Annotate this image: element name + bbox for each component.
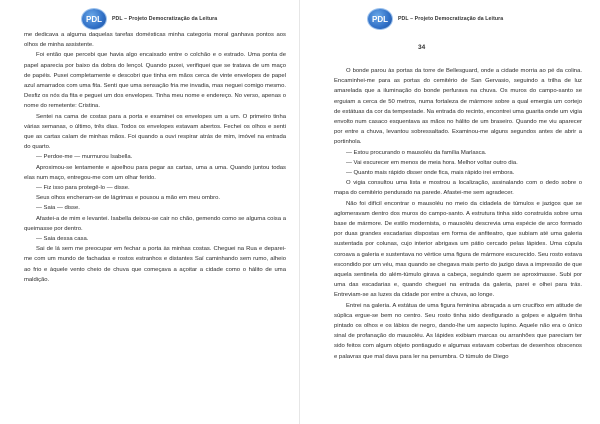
dialogue-line: — Perdoe-me — murmurou Isabella. [36,154,133,161]
dialogue-line: — Fiz isso para protegê-lo — disse. [36,185,130,192]
paragraph: O vigia consultou uma lista e mostrou a localização, assinalando com o dedo sobre o mapa do cemitério pendurado na parede. Afastei-me sem agradecer. [334,180,582,197]
header-title: PDL – Projeto Democratização da Leitura [112,16,218,22]
right-page [300,0,600,424]
paragraph: Afastei-a de mim e levantei. Isabella deixou-se cair no chão, gemendo como se alguma coisa a queimasse por dentro. [24,215,286,232]
paragraph: Seus olhos encheram-se de lágrimas e pousou a mão em meu ombro. [36,195,221,202]
paragraph: Sentei na cama de costas para a porta e examinei os envelopes um a um. O primeiro tinha várias semanas, o último, três dias. Todos os envelopes estavam abertos. Fechei os olhos e senti que as cartas caíam de minhas mãos. Foi quando a ouvi respirar atrás de mim, imóvel na entrada do quarto. [24,113,286,151]
paragraph: me dedicava a alguma daquelas tarefas domésticas minha categoria moral ganhava pontos aos olhos de minha assistente. [24,32,286,49]
paragraph: Sai de lá sem me preocupar em fechar a porta às minhas costas. Cheguei na Rua e deparei-me com um mundo de fachadas e rostos estranhos e distantes Saí caminhando sem rumo, alheio ao frio e àquele vento cheio de chuva que começava a açoitar a cidade como o hálito de uma maldição. [24,246,286,283]
pdl-logo: PDL [368,9,392,29]
pdl-logo: PDL [82,9,106,29]
paragraph: Entrei na galeria. A estátua de uma figura feminina abraçada a um crucifixo em atitude de súplica ergue-se bem no centro. Seu rosto tinha sido desfigurado a golpes e alguém tinha pintado os olhos e os lábios de negro, dando-lhe um aspecto lupino. Aquele não era o único sinal de profanação do mausoléu. As lápides exibiam marcas ou arranhões que pareciam ter sido feitos com algum objeto pontiagudo e algumas estavam cobertas de desenhos obscenos e palavras que mal dava para ler na penumbra. O túmulo de Diego [334,302,582,360]
page-header [82,8,217,30]
paragraph: Não foi difícil encontrar o mausoléu no meio da cidadela de túmulos e jazigos que se aglomeravam dentro dos muros do campo-santo. A estrutura tinha sido construída sobre uma base de mármore. De estilo modernista, o mausoléu descrevia uma espécie de arco formado por duas grandes escadarias dispostas em forma de anfiteatro, que subiam até uma galeria sustentada por colunas, cujo interior abrigava um pátio cercado pelas lápides. Uma cúpula coroava a galeria e sustentava no vértice uma figura de mármore escurecido. Seu rosto estava escondido por um véu, mas quando se chegava mais perto do jazigo dava a impressão de que aquela sentinela do além-túmulo girava a cabeça, seguindo quem se aproximasse. Subi por uma das escadarias e, quando cheguei na entrada da galeria, parei e olhei para trás. Entreviam-se as luzes da cidade por entre a chuva, ao longe. [334,200,582,299]
paragraph: O bonde parou às portas da torre de Bellesguard, onde a cidade morria ao pé da colina. Encaminhei-me para as portas do cemitério de San Gervasio, seguindo a trilha de luz amarelada que a iluminação do bonde perfurava na chuva. Os muros do campo-santo se erguiam a cerca de 50 metros, numa fortaleza de mármore sobre a qual emergia um cortejo de estátuas da cor da tempestade. Na entrada do recinto, encontrei uma guarita onde um vigia envolto num casaco esquentava as mãos no hálito de um braseiro. Quando me viu aparecer por entre a chuva, levantou sobressaltado. Examinou-me alguns segundos antes de abrir a portinhola. [334,68,582,146]
page-header [368,8,503,30]
left-body [24,30,286,285]
dialogue-line: — Saia — disse. [36,205,80,212]
dialogue-line: — Estou procurando o mausoléu da família Marlasca. [346,149,487,156]
dialogue-line: — Vai escurecer em menos de meia hora. Melhor voltar outro dia. [346,159,518,166]
paragraph: Aproximou-se lentamente e ajoelhou para pegar as cartas, uma a uma. Quando juntou todas elas num maço, entregou-me com um olhar ferido. [24,164,286,181]
right-body [334,66,582,362]
page-number: 34 [418,44,426,51]
header-title: PDL – Projeto Democratização da Leitura [398,16,504,22]
dialogue-line: — Quanto mais rápido disser onde fica, mais rápido irei embora. [346,170,515,177]
dialogue-line: — Saia dessa casa. [36,236,89,243]
paragraph: Foi então que percebi que havia algo encaixado entre o colchão e o estrado. Uma ponta de papel aparecia por baixo da dobra do lençol. Quando puxei, verifiquei que se tratava de um maço de papéis. Puxei completamente e descobri que tinha em mãos cerca de vinte envelopes de papel azul amarrados com uma fita. Senti que uma sensação fria me invadia, mas neguei comigo mesmo. Desfiz os nós da fita e peguei um dos envelopes. Tinha meu nome e endereço. No verso, apenas o nome do remetente: Cristina. [24,52,286,110]
